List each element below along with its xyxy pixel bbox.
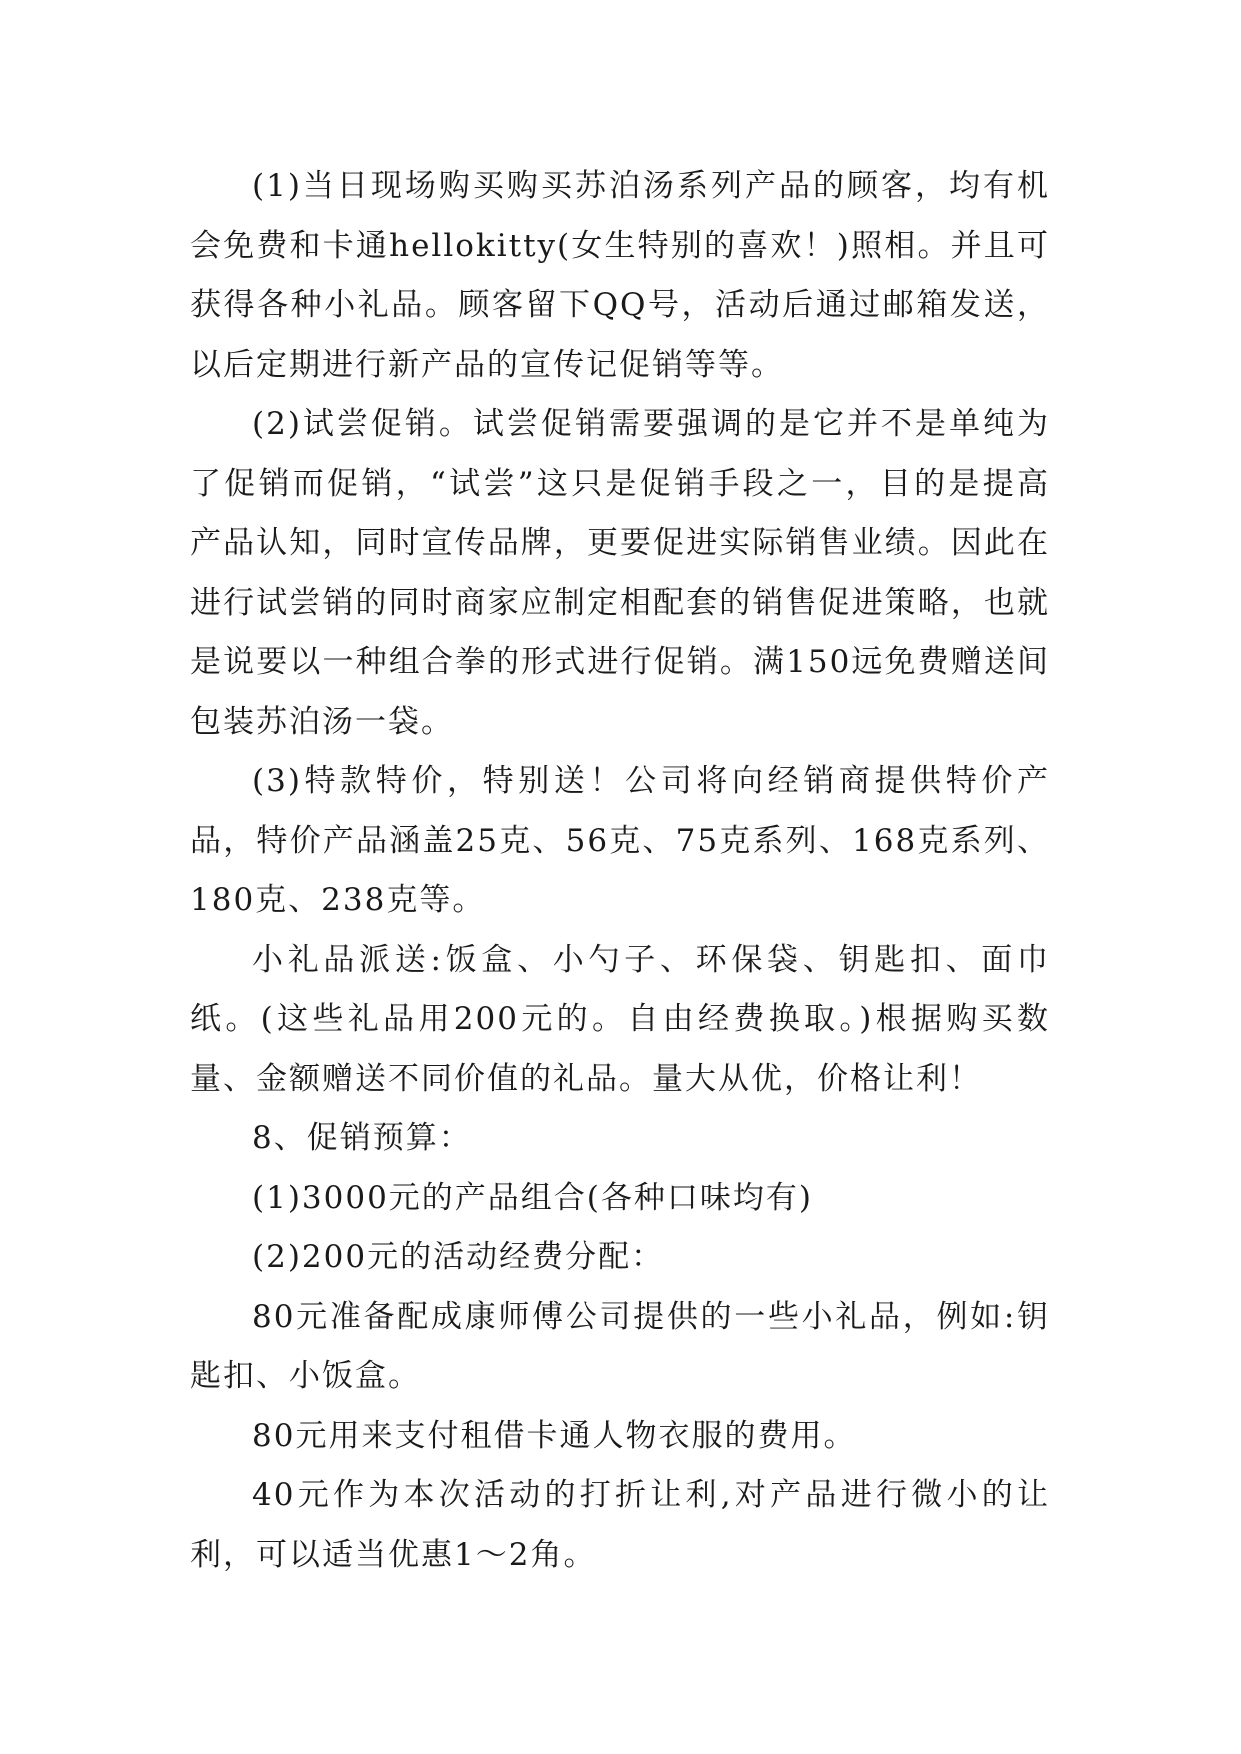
paragraph-promo-1: (1)当日现场购买购买苏泊汤系列产品的顾客，均有机会免费和卡通hellokitty(女生特别的喜欢！)照相。并且可获得各种小礼品。顾客留下QQ号，活动后通过邮箱发送，以后定期进行新产品的宣传记促销等等。 (190, 168, 1050, 383)
paragraph-budget-1: (1)3000元的产品组合(各种口味均有) (252, 1179, 813, 1216)
paragraph-budget-gifts: 80元准备配成康师傅公司提供的一些小礼品，例如:钥匙扣、小饭盒。 (190, 1298, 1050, 1394)
paragraph-promo-2: (2)试尝促销。试尝促销需要强调的是它并不是单纯为了促销而促销，“试尝”这只是促销手段之一，目的是提高产品认知，同时宣传品牌，更要促进实际销售业绩。因此在进行试尝销的同时商家应制定相配套的销售促进策略，也就是说要以一种组合拳的形式进行促销。满150远免费赠送间包装苏泊汤一袋。 (190, 406, 1050, 740)
document-body (190, 157, 1050, 1585)
paragraph-gifts: 小礼品派送:饭盒、小勺子、环保袋、钥匙扣、面巾纸。(这些礼品用200元的。自由经费换取。)根据购买数量、金额赠送不同价值的礼品。量大从优，价格让利！ (190, 941, 1050, 1097)
paragraph-promo-3: (3)特款特价，特别送！公司将向经销商提供特价产品，特价产品涵盖25克、56克、75克系列、168克系列、180克、238克等。 (190, 763, 1050, 918)
paragraph-budget-heading: 8、促销预算： (252, 1120, 472, 1156)
paragraph-budget-discount: 40元作为本次活动的打折让利,对产品进行微小的让利，可以适当优惠1～2角。 (190, 1477, 1050, 1573)
paragraph-budget-costume: 80元用来支付租借卡通人物衣服的费用。 (252, 1417, 857, 1454)
paragraph-budget-2: (2)200元的活动经费分配： (252, 1239, 665, 1275)
